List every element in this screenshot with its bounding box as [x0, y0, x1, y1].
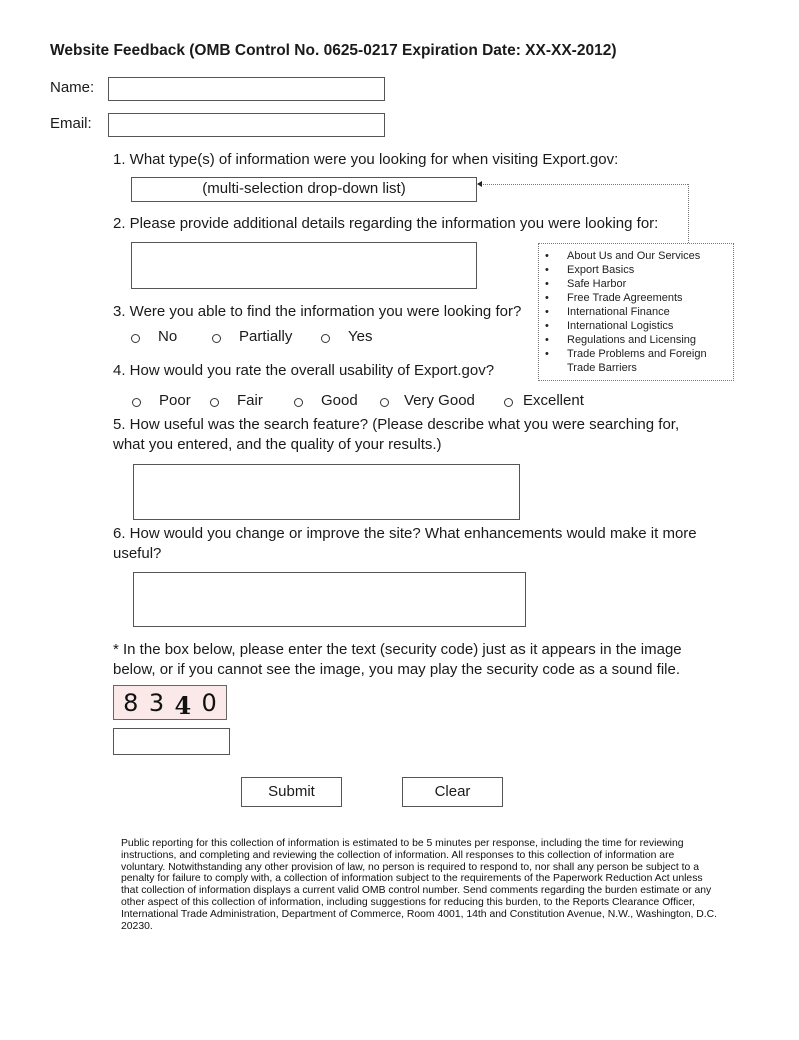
name-label: Name: — [50, 79, 95, 96]
search-feedback-textarea[interactable] — [133, 464, 520, 520]
radio-label: Partially — [239, 328, 293, 345]
radio-label: Fair — [237, 392, 263, 409]
bullet-icon: • — [545, 334, 549, 346]
captcha-char: 4 — [174, 691, 192, 720]
email-label: Email: — [50, 115, 92, 132]
improvement-textarea[interactable] — [133, 572, 526, 627]
list-item: • International Logistics — [545, 320, 674, 332]
security-instructions: * In the box below, please enter the text (security code) just as it appears in the image below, or if you cannot see the image, you may play the security code as a sound file. — [113, 641, 682, 678]
radio-rating-excellent[interactable] — [504, 392, 584, 411]
radio-found-partially[interactable] — [212, 328, 293, 347]
list-item: • Export Basics — [545, 264, 635, 276]
bullet-icon: • — [545, 320, 549, 332]
details-textarea[interactable] — [131, 242, 477, 289]
list-item: • Regulations and Licensing — [545, 334, 697, 346]
radio-label: Poor — [159, 392, 191, 409]
captcha-char: 8 — [123, 688, 139, 717]
email-input[interactable] — [108, 113, 385, 137]
radio-label: Good — [321, 392, 358, 409]
radio-circle-icon[interactable] — [504, 398, 513, 407]
radio-circle-icon[interactable] — [132, 398, 141, 407]
paperwork-reduction-notice: Public reporting for this collection of information is estimated to be 5 minutes per response, including the time for reviewing instructions, and completing and reviewing the collection of information. All responses to this collection of information are voluntary. Notwithstanding any other provision of law, no person is required to respond to, nor shall any person be subject to a penalty for failure to comply with, a collection of information subject to the requirements of the Paperwork Reduction Act unless that collection of information displays a current valid OMB control number. Send comments regarding the burden estimate or any other aspect of this collection of information, including suggestions for reducing this burden, to the Reports Clearance Officer, International Trade Administration, Department of Commerce, Room 4001, 14th and Constitution Avenue, N.W., Washington, D.C. 20230. — [121, 838, 718, 932]
clear-button[interactable]: Clear — [402, 777, 503, 807]
radio-label: Yes — [348, 328, 373, 345]
radio-circle-icon[interactable] — [380, 398, 389, 407]
bullet-icon: • — [545, 278, 549, 290]
radio-circle-icon[interactable] — [210, 398, 219, 407]
question-1: 1. What type(s) of information were you looking for when visiting Export.gov: — [113, 151, 619, 168]
list-item: • About Us and Our Services — [545, 250, 701, 262]
arrow-left-icon — [477, 181, 482, 187]
question-4: 4. How would you rate the overall usability of Export.gov? — [113, 362, 495, 379]
radio-label: No — [158, 328, 178, 345]
captcha-char: 0 — [201, 688, 217, 717]
name-input[interactable] — [108, 77, 385, 101]
captcha-image — [113, 685, 227, 720]
connector-line-vertical — [688, 184, 689, 243]
radio-rating-good[interactable] — [294, 392, 358, 411]
bullet-icon: • — [545, 292, 549, 304]
captcha-char: 3 — [148, 688, 165, 717]
list-item: • Trade Problems and Foreign Trade Barriers — [545, 348, 707, 374]
bullet-icon: • — [545, 348, 549, 360]
radio-rating-fair[interactable] — [210, 392, 263, 411]
radio-circle-icon[interactable] — [321, 334, 330, 343]
radio-found-yes[interactable] — [321, 328, 373, 347]
submit-button[interactable]: Submit — [241, 777, 342, 807]
connector-line — [483, 184, 688, 185]
list-item: • Free Trade Agreements — [545, 292, 683, 304]
bullet-icon: • — [545, 306, 549, 318]
form-title: Website Feedback (OMB Control No. 0625-0217 Expiration Date: XX-XX-2012) — [50, 42, 617, 59]
radio-circle-icon[interactable] — [131, 334, 140, 343]
list-item: • Safe Harbor — [545, 278, 627, 290]
bullet-icon: • — [545, 264, 549, 276]
question-2: 2. Please provide additional details regarding the information you were looking for: — [113, 215, 659, 232]
info-type-dropdown[interactable] — [131, 177, 477, 202]
radio-label: Excellent — [523, 392, 584, 409]
question-6: 6. How would you change or improve the site? What enhancements would make it more useful? — [113, 525, 697, 562]
radio-rating-very-good[interactable] — [380, 392, 475, 411]
bullet-icon: • — [545, 250, 549, 262]
security-code-input[interactable] — [113, 728, 230, 755]
dropdown-placeholder: (multi-selection drop-down list) — [202, 180, 406, 197]
question-5: 5. How useful was the search feature? (Please describe what you were searching for, what you entered, and the quality of your results.) — [113, 416, 680, 453]
dropdown-options-callout — [538, 243, 734, 381]
radio-found-no[interactable] — [131, 328, 178, 347]
list-item: • International Finance — [545, 306, 670, 318]
radio-circle-icon[interactable] — [212, 334, 221, 343]
radio-circle-icon[interactable] — [294, 398, 303, 407]
question-3: 3. Were you able to find the information you were looking for? — [113, 303, 522, 320]
radio-label: Very Good — [404, 392, 475, 409]
radio-rating-poor[interactable] — [132, 392, 191, 411]
